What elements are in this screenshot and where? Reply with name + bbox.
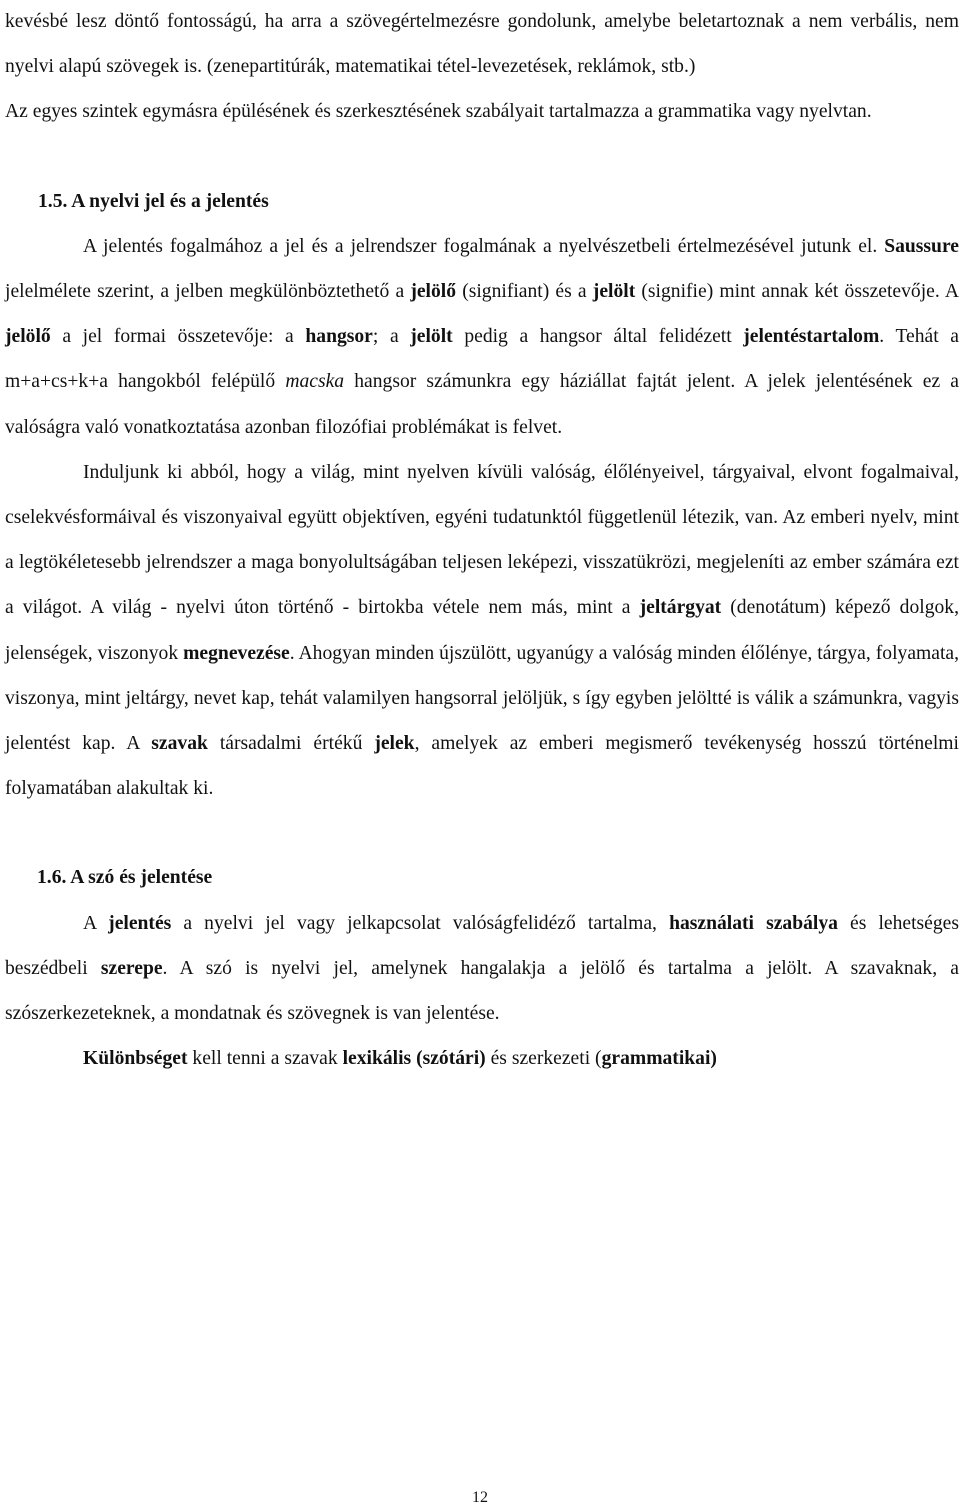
page-number: 12 <box>472 1489 488 1506</box>
bold-term: grammatikai) <box>601 1048 717 1070</box>
text-run: ; a <box>372 326 411 348</box>
text-run: és szerkezeti ( <box>485 1048 602 1070</box>
text-run: jelelmélete szerint, a jelben megkülönböztethető a <box>5 281 411 303</box>
bold-term: jelölt <box>592 281 636 303</box>
bold-term: jeltárgyat <box>639 597 722 619</box>
bold-term: jelölő <box>5 326 51 348</box>
section-title: A szó és jelentése <box>70 867 213 889</box>
bold-term: használati szabálya <box>669 912 838 934</box>
intro-text-2: Az egyes szintek egymásra épülésének és szerkesztésének szabályait tartalmazza a grammatika vagy nyelvtan. <box>5 101 872 123</box>
text-run: kell tenni a szavak <box>187 1048 343 1070</box>
bold-term: hangsor <box>305 326 373 348</box>
text-run: (denotátum) képező dolgok, jelenségek, viszonyok <box>5 597 960 664</box>
text-run: , amelyek az emberi megismerő tevékenység hosszú történelmi folyamatában alakultak ki. <box>5 733 959 800</box>
section-heading-1-5 <box>5 179 959 224</box>
bold-term: jelölő <box>410 281 457 303</box>
bold-term: jelek <box>374 733 415 755</box>
text-run: Induljunk ki abból, hogy a világ, mint nyelven kívüli valóság, élőlényeivel, tárgyaival, elvont fogalmaival, cselekvésformáival és viszonyaival együtt objektíven, egyéni tudatunktól függetlenül létezik, van. Az emberi nyelv, mint a legtökéletesebb jelrendszer a maga bonyolultságában teljesen leképezi, visszatükrözi, megjeleníti az ember számára ezt a világot. A világ - nyelvi úton történő - birtokba vétele nem más, mint a <box>5 461 959 619</box>
section-number: 1.5. <box>38 190 68 212</box>
bold-term: megnevezése <box>183 642 290 664</box>
text-run: és lehetséges beszédbeli <box>5 912 959 979</box>
text-run: A <box>83 912 109 934</box>
text-run: társadalmi értékű <box>207 733 375 755</box>
bold-term: Különbséget <box>83 1048 188 1070</box>
bold-term: lexikális (szótári) <box>342 1048 486 1070</box>
section-1-5-paragraph-2 <box>5 450 959 812</box>
section-heading-1-6 <box>5 855 959 900</box>
bold-term: jelölt <box>410 326 453 348</box>
text-run: (signifiant) és a <box>456 281 593 303</box>
text-run: hangsor számunkra egy háziállat fajtát jelent. A jelek jelentésének ez a valóságra való vonatkoztatása azonban filozófiai problémákat is felvet. <box>5 371 959 438</box>
bold-term: szerepe <box>100 957 163 979</box>
text-run: . A szó is nyelvi jel, amelynek hangalakja a jelölő és tartalma a jelölt. A szavaknak, a szószerkezeteknek, a mondatnak és szövegnek is van jelentése. <box>5 957 959 1025</box>
section-1-5-paragraph-1 <box>5 224 959 450</box>
document-page <box>5 0 959 1081</box>
text-run: . Tehát a m+a+cs+k+a hangokból felépülő <box>5 326 960 393</box>
section-number: 1.6. <box>37 867 67 889</box>
text-run: A jelentés fogalmához a jel és a jelrendszer fogalmának a nyelvészetbeli értelmezésével jutunk el. <box>83 235 885 257</box>
text-run: a jel formai összetevője: a <box>50 326 306 348</box>
text-run: . Ahogyan minden újszülött, ugyanúgy a valóság minden élőlénye, tárgya, folyamata, viszonya, mint jeltárgy, nevet kap, tehát valamilyen hangsorral jelöljük, s így egyben jelöltté is válik a számunkra, vagyis jelentést kap. A <box>5 642 959 755</box>
bold-term: jelentés <box>108 912 172 934</box>
italic-term: macska <box>285 371 345 393</box>
intro-paragraph-2 <box>5 89 959 134</box>
text-run: pedig a hangsor által felidézett <box>452 326 744 348</box>
intro-text-1: kevésbé lesz döntő fontosságú, ha arra a szövegértelmezésre gondolunk, amelybe beletartoznak a nem verbális, nem nyelvi alapú szövegek is. (zenepartitúrák, matematikai tétel-levezetések, reklámok, stb.) <box>5 11 959 78</box>
section-1-6-paragraph-1 <box>5 901 959 1037</box>
section-title: A nyelvi jel és a jelentés <box>71 190 269 212</box>
bold-term: szavak <box>151 733 208 755</box>
text-run: a nyelvi jel vagy jelkapcsolat valóságfelidéző tartalma, <box>171 912 670 934</box>
bold-term: Saussure <box>884 235 959 257</box>
bold-term: jelentéstartalom <box>743 326 880 348</box>
text-run: (signifie) mint annak két összetevője. A <box>635 281 959 303</box>
intro-paragraph-1 <box>5 0 959 89</box>
section-1-6-paragraph-2 <box>5 1036 959 1081</box>
